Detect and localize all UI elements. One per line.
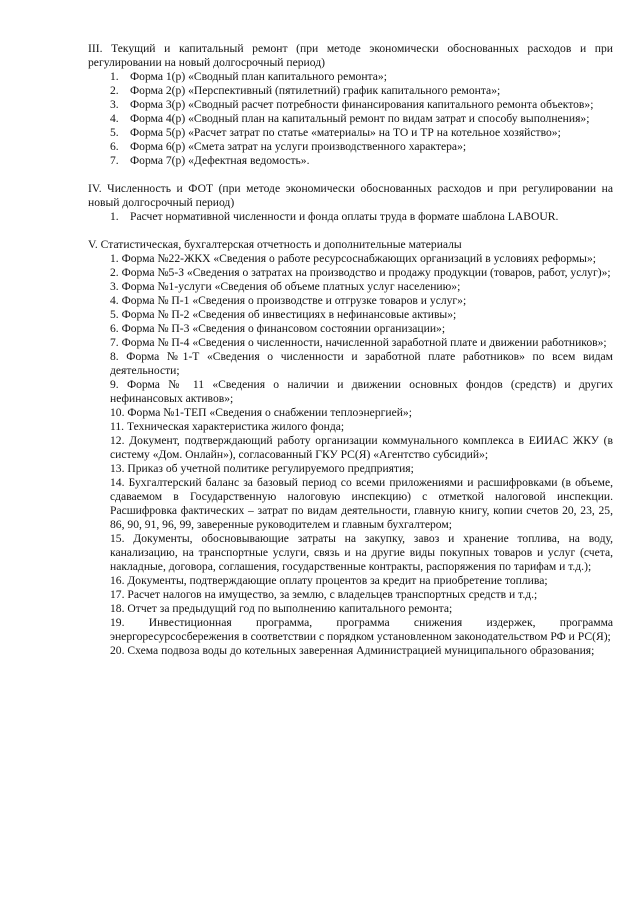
section-3-list — [88, 70, 613, 168]
list-item: 18. Отчет за предыдущий год по выполнению капитального ремонта; — [110, 602, 453, 615]
list-item: 15. Документы, обосновывающие затраты на закупку, завоз и хранение топлива, на воду, канализацию, на транспортные услуги, связь и на другие виды покупных товаров и услуг (счета, накладные, договора, соглашения, государственные контракты, распоряжения по тарифам и т.д.); — [110, 532, 613, 573]
list-item: 14. Бухгалтерский баланс за базовый период со всеми приложениями и расшифровками (в объеме, сдаваемом в Государственную налоговую инспекцию) с отметкой налоговой инспекции. Расшифровка фактических – затрат по видам деятельности, главную книгу, копии счетов 20, 23, 25, 86, 90, 91, 96, 99, заверенные руководителем и главным бухгалтером; — [110, 476, 613, 531]
list-item: 5. Форма № П-2 «Сведения об инвестициях в нефинансовые активы»; — [110, 308, 457, 321]
list-item: 12. Документ, подтверждающий работу организации коммунального комплекса в ЕИИАС ЖКУ (в систему «Дом. Онлайн»), согласованный ГКУ РС(Я) «Агентство субсидий»; — [110, 434, 613, 461]
list-item: 19. Инвестиционная программа, программа снижения издержек, программа энергоресурсосбережения в соответствии с порядком установленном законодательством РФ и РС(Я); — [110, 616, 613, 643]
list-item: 13. Приказ об учетной политике регулируемого предприятия; — [110, 462, 414, 475]
list-item: 3. Форма 3(р) «Сводный расчет потребности финансирования капитального ремонта объектов»; — [110, 98, 594, 111]
list-item: 7. Форма № П-4 «Сведения о численности, начисленной заработной плате и движении работников»; — [110, 336, 607, 349]
list-item: 17. Расчет налогов на имущество, за землю, с владельцев транспортных средств и т.д.; — [110, 588, 538, 601]
list-item: 6. Форма № П-3 «Сведения о финансовом состоянии организации»; — [110, 322, 446, 335]
list-item: 7. Форма 7(р) «Дефектная ведомость». — [110, 154, 310, 167]
list-item: 16. Документы, подтверждающие оплату процентов за кредит на приобретение топлива; — [110, 574, 548, 587]
list-item: 5. Форма 5(р) «Расчет затрат по статье «материалы» на ТО и ТР на котельное хозяйство»; — [110, 126, 561, 139]
section-4-list — [88, 210, 613, 224]
list-item: 11. Техническая характеристика жилого фонда; — [110, 420, 345, 433]
list-item: 6. Форма 6(р) «Смета затрат на услуги производственного характера»; — [110, 140, 467, 153]
section-5-list — [88, 252, 613, 658]
list-item: 10. Форма №1-ТЕП «Сведения о снабжении теплоэнергией»; — [110, 406, 412, 419]
list-item: 4. Форма 4(р) «Сводный план на капитальный ремонт по видам затрат и способу выполнения»; — [110, 112, 590, 125]
list-item: 1. Расчет нормативной численности и фонда оплаты труда в формате шаблона LABOUR. — [110, 210, 559, 223]
list-item: 3. Форма №1-услуги «Сведения об объеме платных услуг населению»; — [110, 280, 461, 293]
section-3-heading: III. Текущий и капитальный ремонт (при методе экономически обоснованных расходов и при регулировании на новый долгосрочный период) — [88, 42, 613, 69]
list-item: 2. Форма №5-З «Сведения о затратах на производство и продажу продукции (товаров, работ, услуг)»; — [110, 266, 611, 279]
section-5-heading: V. Статистическая, бухгалтерская отчетность и дополнительные материалы — [88, 238, 462, 251]
list-item: 20. Схема подвоза воды до котельных заверенная Администрацией муниципального образования; — [110, 644, 595, 657]
list-item: 1. Форма №22-ЖКХ «Сведения о работе ресурсоснабжающих организаций в условиях реформы»; — [110, 252, 596, 265]
section-4 — [88, 182, 613, 224]
section-3 — [88, 42, 613, 168]
section-5 — [88, 238, 613, 658]
list-item: 4. Форма № П-1 «Сведения о производстве и отгрузке товаров и услуг»; — [110, 294, 467, 307]
document-page — [88, 42, 613, 658]
list-item: 9. Форма № 11 «Сведения о наличии и движении основных фондов (средств) и других нефинансовых активов»; — [110, 378, 613, 405]
list-item: 1. Форма 1(р) «Сводный план капитального ремонта»; — [110, 70, 387, 83]
section-4-heading: IV. Численность и ФОТ (при методе экономически обоснованных расходов и при регулировании на новый долгосрочный период) — [88, 182, 613, 209]
list-item: 8. Форма №1-Т «Сведения о численности и заработной плате работников» по всем видам деятельности; — [110, 350, 613, 377]
list-item: 2. Форма 2(р) «Перспективный (пятилетний) график капитального ремонта»; — [110, 84, 501, 97]
